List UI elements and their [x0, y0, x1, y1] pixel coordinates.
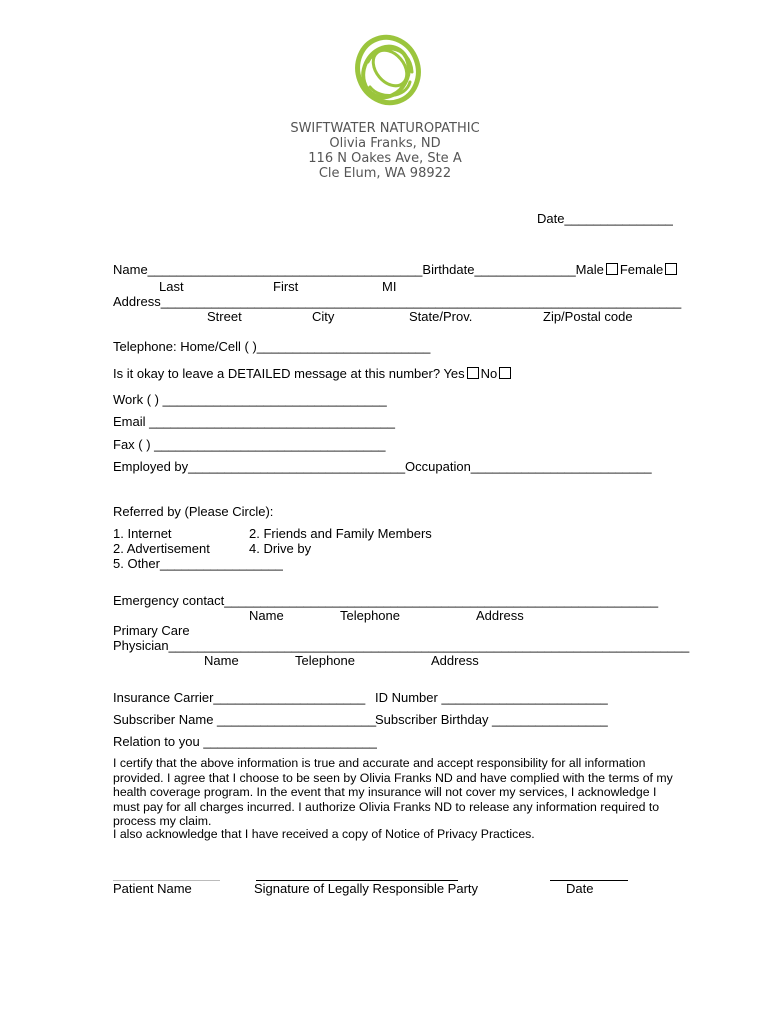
fax-field[interactable]: Fax ( ) ________________________________ — [113, 437, 386, 452]
referral-option-internet[interactable]: 1. Internet — [113, 526, 172, 541]
address-line-1: 116 N Oakes Ave, Ste A — [308, 151, 462, 166]
referral-option-drive-by[interactable]: 4. Drive by — [249, 541, 312, 556]
state-label: State/Prov. — [409, 309, 473, 324]
patient-name-label: Patient Name — [113, 881, 192, 896]
physician-name-label: Name — [204, 653, 239, 668]
emergency-name-label: Name — [249, 608, 284, 623]
referral-option-other[interactable]: 5. Other_________________ — [113, 556, 283, 571]
first-label: First — [273, 279, 299, 294]
certification-text: I certify that the above information is true and accurate and accept responsibility for all information provided. I agree that I choose to be seen by Olivia Franks ND and have complied with the terms of my health coverage program. In the event that my insurance will not cover my services, I acknowledge I must pay for all charges incurred. I authorize Olivia Franks ND to release any information required to process my claim. — [113, 756, 673, 828]
emergency-address-label: Address — [476, 608, 524, 623]
subscriber-name-field[interactable]: Subscriber Name ______________________ — [113, 712, 377, 727]
practice-name: SWIFTWATER NATUROPATHIC — [290, 121, 480, 136]
female-checkbox[interactable] — [665, 263, 677, 275]
signature-label: Signature of Legally Responsible Party — [254, 881, 479, 896]
referral-option-advertisement[interactable]: 2. Advertisement — [113, 541, 210, 556]
physician-address-label: Address — [431, 653, 479, 668]
mi-label: MI — [382, 279, 397, 294]
address-field[interactable]: Address________________________________________________________________________ — [113, 294, 682, 309]
zip-label: Zip/Postal code — [543, 309, 633, 324]
no-label: No — [480, 366, 498, 381]
street-label: Street — [207, 309, 242, 324]
last-label: Last — [159, 279, 184, 294]
signature-date-label: Date — [566, 881, 594, 896]
privacy-acknowledgement: I also acknowledge that I have received a copy of Notice of Privacy Practices. — [113, 827, 535, 841]
primary-care-label: Primary Care — [113, 623, 190, 638]
id-number-field[interactable]: ID Number _______________________ — [375, 690, 608, 705]
physician-telephone-label: Telephone — [295, 653, 355, 668]
name-field[interactable]: Name______________________________________Birthdate______________Male — [113, 262, 604, 277]
telephone-field[interactable]: Telephone: Home/Cell ( )________________________ — [113, 339, 431, 354]
relation-field[interactable]: Relation to you ________________________ — [113, 734, 377, 749]
emergency-contact-field[interactable]: Emergency contact____________________________________________________________ — [113, 593, 659, 608]
address-line-2: Cle Elum, WA 98922 — [318, 166, 452, 181]
male-checkbox[interactable] — [606, 263, 618, 275]
subscriber-birthday-field[interactable]: Subscriber Birthday ________________ — [375, 712, 608, 727]
insurance-carrier-field[interactable]: Insurance Carrier_____________________ — [113, 690, 366, 705]
practice-logo-icon — [350, 32, 426, 108]
email-field[interactable]: Email __________________________________ — [113, 414, 395, 429]
female-label: Female — [619, 262, 664, 277]
name-birthdate-row — [113, 262, 679, 277]
yes-checkbox[interactable] — [467, 367, 479, 379]
date-field[interactable]: Date_______________ — [537, 211, 673, 226]
no-checkbox[interactable] — [499, 367, 511, 379]
physician-field[interactable]: Physician________________________________________________________________________ — [113, 638, 690, 653]
employed-occupation-field[interactable]: Employed by______________________________Occupation_________________________ — [113, 459, 652, 474]
referred-title: Referred by (Please Circle): — [113, 504, 274, 519]
referral-option-friends[interactable]: 2. Friends and Family Members — [249, 526, 432, 541]
detailed-message-label: Is it okay to leave a DETAILED message at this number? Yes — [113, 366, 465, 381]
doctor-name: Olivia Franks, ND — [329, 136, 441, 151]
work-phone-field[interactable]: Work ( ) _______________________________ — [113, 392, 387, 407]
city-label: City — [312, 309, 335, 324]
detailed-message-row — [113, 366, 513, 381]
emergency-telephone-label: Telephone — [340, 608, 400, 623]
